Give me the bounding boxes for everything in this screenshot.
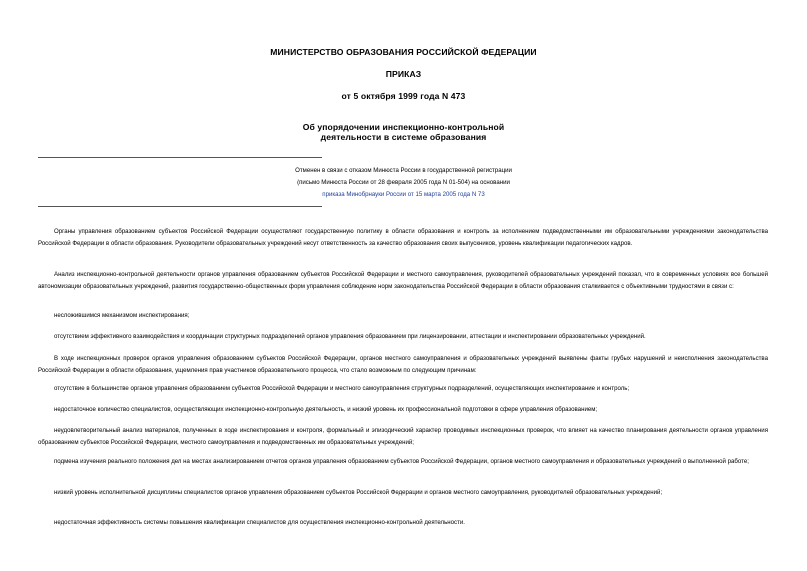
doc-title-line-2: деятельности в системе образования	[320, 132, 487, 142]
note-line-3	[0, 189, 807, 201]
bottom-divider	[38, 206, 322, 207]
reason-item-1: отсутствие в большинстве органов управления образованием субъектов Российской Федерации и местного самоуправления структурных подразделений, осуществляющих инспектирование и контроль;	[54, 385, 630, 392]
paragraph-3: В ходе инспекционных проверок органов управления образованием субъектов Российской Федерации, органов местного самоуправления и образовательных учреждений выявлены факты грубых нарушений и неисполнения законодательства Российской Федерации в области образования, ущемления прав участников образовательного процесса, что стало возможным по следующим причинам:	[38, 355, 768, 374]
top-divider	[38, 157, 322, 158]
repeal-order-link[interactable]: приказа Минобрнауки России от 15 марта 2005 года N 73	[322, 191, 485, 198]
reason-item-3: неудовлетворительный анализ материалов, полученных в ходе инспектирования и контроля, формальный и эпизодический характер проводимых инспекционных проверок, что влияет на качество планирования деятельности органов управления образованием субъектов Российской Федерации, местного самоуправления и подведомственных им образовательных учреждений;	[38, 427, 768, 446]
list-item-2: отсутствием эффективного взаимодействия и координации структурных подразделений органов управления образованием при лицензировании, аттестации и инспектировании образовательных учреждений.	[54, 333, 646, 340]
note-line-1: Отменен в связи с отказом Минюста России в государственной регистрации	[295, 167, 512, 174]
paragraph-2: Анализ инспекционно-контрольной деятельности органов управления образованием субъектов Российской Федерации и местного самоуправления, руководителей образовательных учреждений показал, что в современных условиях все большей автономизации образовательных учреждений, развития государственно-общественных форм управления соблюдение норм законодательства Российской Федерации в области образования сталкивается с объективными трудностями в связи с:	[38, 271, 768, 290]
reason-item-2: недостаточное количество специалистов, осуществляющих инспекционно-контрольную деятельность, и низкий уровень их профессиональной подготовки в сфере управления образованием;	[54, 406, 598, 413]
ministry-heading: МИНИСТЕРСТВО ОБРАЗОВАНИЯ РОССИЙСКОЙ ФЕДЕРАЦИИ	[270, 47, 537, 57]
list-item-1: несложившимся механизмом инспектирования;	[54, 312, 190, 319]
doc-type-heading: ПРИКАЗ	[385, 69, 422, 79]
doc-date-heading: от 5 октября 1999 года N 473	[341, 91, 466, 101]
reason-item-4: подмена изучения реального положения дел на местах анализированием отчетов органов управления образованием субъектов Российской Федерации, органов местного самоуправления и образовательных учреждений о выполненной работе;	[54, 458, 749, 465]
reason-item-6: недостаточная эффективность системы повышения квалификации специалистов для осуществления инспекционно-контрольной деятельности.	[54, 519, 465, 526]
doc-title-line-1: Об упорядочении инспекционно-контрольной	[302, 122, 505, 132]
reason-item-5: низкий уровень исполнительной дисциплины специалистов органов управления образованием субъектов Российской Федерации и органов местного самоуправления, руководителей образовательных учреждений;	[54, 489, 663, 496]
note-line-2: (письмо Минюста России от 28 февраля 2005 года N 01-504) на основании	[297, 179, 510, 186]
paragraph-1: Органы управления образованием субъектов Российской Федерации осуществляют государственную политику в области образования и контроль за исполнением подведомственными им образовательными учреждениями законодательства Российской Федерации в области образования. Руководители образовательных учреждений несут ответственность за качество образования своих выпускников, уровень квалификации педагогических кадров.	[38, 228, 768, 247]
